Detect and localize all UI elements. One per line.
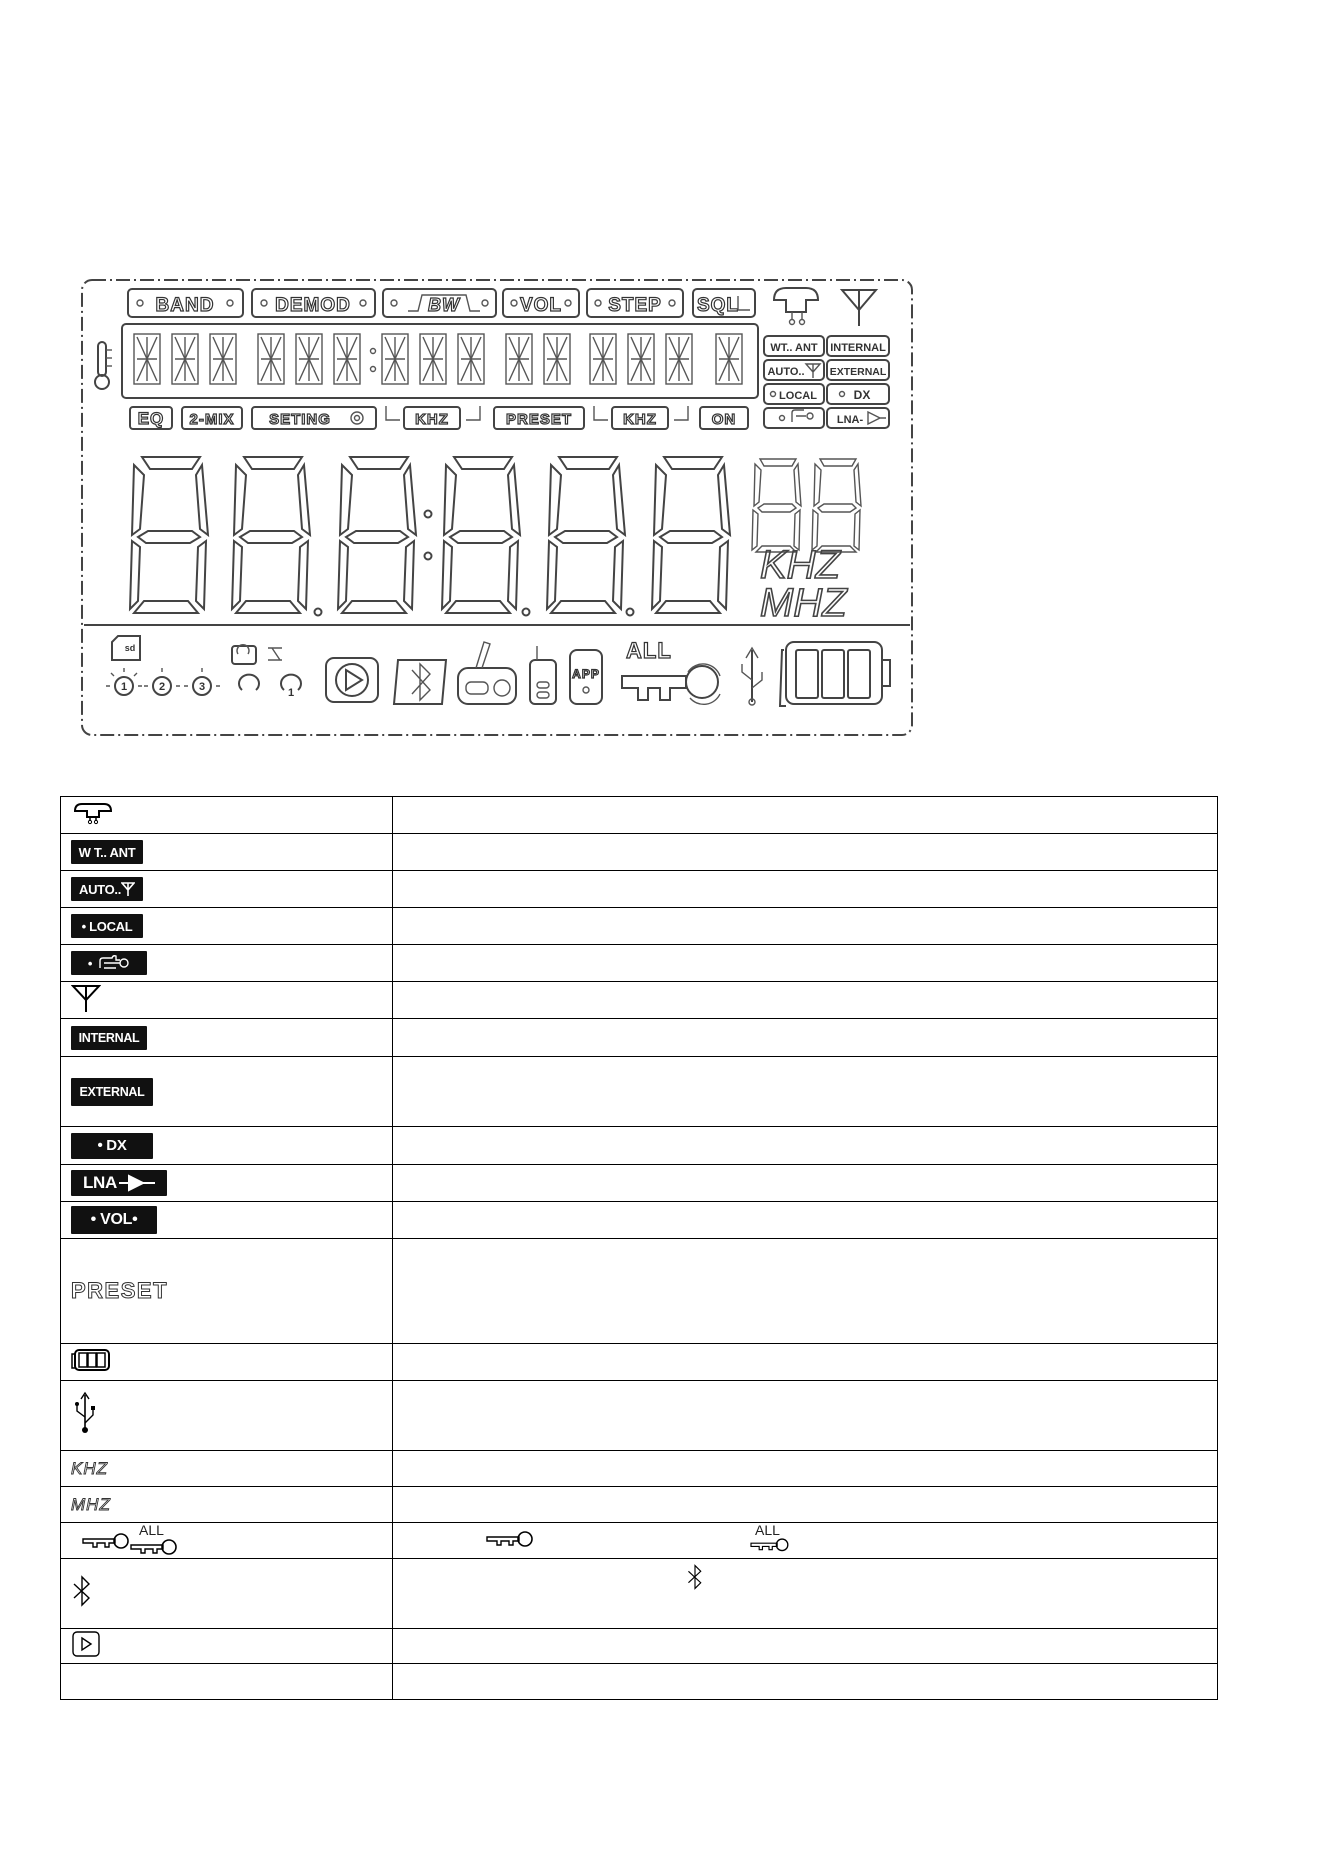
table-row <box>61 834 1218 871</box>
hand-pointer-icon <box>98 954 130 972</box>
svg-text:3: 3 <box>198 681 206 693</box>
lcd-gear-icon <box>351 412 363 424</box>
lcd-preset-label: PRESET <box>505 411 573 428</box>
description-cell <box>393 1019 1218 1057</box>
lcd-mhz-unit: MHZ <box>760 581 847 625</box>
lcd-repeat-icons <box>232 645 301 699</box>
svg-text:1: 1 <box>120 681 128 693</box>
table-row <box>61 945 1218 982</box>
description-cell <box>393 1523 1218 1559</box>
description-cell <box>393 1451 1218 1487</box>
lcd-external-label: EXTERNAL <box>829 366 887 378</box>
description-cell <box>393 871 1218 908</box>
table-row <box>61 1629 1218 1664</box>
table-row <box>61 871 1218 908</box>
lcd-bulb-icons <box>106 668 220 695</box>
table-row <box>61 1344 1218 1381</box>
lcd-on-label: ON <box>711 411 737 428</box>
lna-badge <box>71 1170 167 1196</box>
table-row <box>61 1202 1218 1239</box>
external-badge: EXTERNAL <box>71 1078 153 1106</box>
table-row <box>61 1165 1218 1202</box>
icon-cell <box>61 1523 393 1559</box>
description-cell <box>393 1239 1218 1344</box>
lcd-bottom-labels <box>130 406 748 429</box>
description-cell <box>393 1057 1218 1127</box>
lcd-bw-label: BW <box>428 295 460 315</box>
lcd-status-icons <box>106 636 890 706</box>
lcd-khz-small-label-1: KHZ <box>415 411 449 428</box>
table-row <box>61 1057 1218 1127</box>
icon-cell <box>61 1057 393 1127</box>
icon-cell <box>61 834 393 871</box>
all-label: ALL <box>755 1522 780 1538</box>
lcd-khz-unit: KHZ <box>760 543 840 587</box>
icon-cell <box>61 908 393 945</box>
table-row <box>61 1019 1218 1057</box>
auto-antenna-badge <box>71 877 143 901</box>
table-row <box>61 1559 1218 1629</box>
amplifier-icon <box>119 1174 155 1192</box>
description-cell <box>393 1559 1218 1629</box>
lcd-bluetooth-icon <box>394 660 446 704</box>
lcd-battery-icon <box>780 642 890 706</box>
icon-cell <box>61 871 393 908</box>
table-row <box>61 1451 1218 1487</box>
bluetooth-icon <box>686 1563 704 1591</box>
lna-label: LNA <box>82 1173 118 1192</box>
lcd-wt-ant-label: WT.. ANT <box>770 342 818 354</box>
description-cell <box>393 982 1218 1019</box>
preset-label: PRESET <box>71 1278 169 1303</box>
internal-badge: INTERNAL <box>71 1026 147 1050</box>
key-icon <box>81 1529 129 1551</box>
play-icon <box>71 1630 101 1658</box>
mhz-label: MHZ <box>71 1494 111 1514</box>
table-row <box>61 1523 1218 1559</box>
lcd-lna-label: LNA- <box>836 414 864 426</box>
description-cell <box>393 945 1218 982</box>
table-row <box>61 797 1218 834</box>
lcd-app-icon <box>570 650 602 704</box>
dx-badge: • DX <box>71 1133 153 1159</box>
lcd-step-label: STEP <box>608 295 662 316</box>
icon-cell <box>61 1664 393 1700</box>
svg-text:APP: APP <box>572 667 600 681</box>
icon-legend-table <box>60 796 1218 1700</box>
table-row <box>61 908 1218 945</box>
headphone-jack-icon <box>71 801 115 825</box>
lcd-vol-label: VOL <box>519 295 563 316</box>
auto-label: AUTO.. <box>78 881 122 897</box>
icon-cell <box>61 1451 393 1487</box>
lcd-radio-icon <box>458 642 516 704</box>
lcd-seting-label: SETING <box>269 411 331 428</box>
lcd-sd-card-icon <box>112 636 140 660</box>
icon-cell <box>61 1019 393 1057</box>
lcd-antenna-icon <box>842 290 876 326</box>
key-all-icon <box>749 1522 789 1555</box>
lcd-thermometer-icon <box>95 342 112 389</box>
lcd-headphone-jack-icon <box>774 288 818 325</box>
local-badge: • LOCAL <box>71 914 143 938</box>
hand-key-badge <box>71 951 147 975</box>
description-cell <box>393 1664 1218 1700</box>
description-cell <box>393 1381 1218 1451</box>
lcd-alphanumeric-segments <box>134 334 742 384</box>
description-cell <box>393 1344 1218 1381</box>
lcd-auto-label: AUTO.. <box>767 366 805 378</box>
icon-cell <box>61 1629 393 1664</box>
battery-icon <box>71 1348 115 1372</box>
lcd-frequency-digits <box>130 457 861 625</box>
lcd-dx-label: DX <box>853 388 871 402</box>
usb-icon <box>71 1391 99 1435</box>
key-lock-icon <box>71 1522 177 1555</box>
lcd-sql-label: SQL <box>696 295 740 316</box>
description-cell <box>393 1487 1218 1523</box>
icon-cell <box>61 797 393 834</box>
lcd-local-label: LOCAL <box>779 390 817 402</box>
table-row <box>61 1487 1218 1523</box>
description-cell <box>393 1629 1218 1664</box>
table-row <box>61 982 1218 1019</box>
antenna-icon <box>121 881 135 897</box>
bluetooth-icon <box>71 1574 93 1608</box>
lcd-usb-icon <box>742 648 762 705</box>
icon-cell <box>61 1559 393 1629</box>
table-row <box>61 1127 1218 1165</box>
table-row <box>61 1664 1218 1700</box>
lcd-2mix-label: 2-MIX <box>189 411 235 428</box>
icon-cell <box>61 982 393 1019</box>
table-row <box>61 1381 1218 1451</box>
lcd-display-diagram <box>0 0 1324 760</box>
icon-cell <box>61 1202 393 1239</box>
table-row <box>61 1239 1218 1344</box>
key-all-icon <box>129 1535 177 1557</box>
svg-text:ALL: ALL <box>626 638 672 663</box>
icon-cell <box>61 1165 393 1202</box>
badge-dot: • <box>87 955 93 971</box>
lcd-eq-label: EQ <box>137 409 165 428</box>
wt-ant-badge: W T.. ANT <box>71 840 143 864</box>
lcd-right-badges <box>764 336 889 428</box>
icon-cell <box>61 1127 393 1165</box>
all-label: ALL <box>139 1522 164 1538</box>
description-cell <box>393 908 1218 945</box>
lcd-walkie-talkie-icon <box>530 646 556 704</box>
antenna-icon <box>71 983 101 1013</box>
svg-text:sd: sd <box>124 643 136 653</box>
lcd-key-lock-icon <box>622 638 720 704</box>
vol-badge: • VOL• <box>71 1206 157 1234</box>
icon-cell <box>61 1381 393 1451</box>
lcd-internal-label: INTERNAL <box>830 342 886 354</box>
lcd-play-icon <box>326 658 378 702</box>
svg-text:2: 2 <box>158 681 166 693</box>
icon-cell <box>61 1239 393 1344</box>
key-icon <box>485 1525 533 1549</box>
description-cell <box>393 1202 1218 1239</box>
khz-label: KHZ <box>71 1458 108 1478</box>
description-cell <box>393 834 1218 871</box>
icon-cell <box>61 1487 393 1523</box>
description-cell <box>393 1127 1218 1165</box>
lcd-band-label: BAND <box>155 295 215 316</box>
svg-text:1: 1 <box>287 687 295 699</box>
description-cell <box>393 1165 1218 1202</box>
description-cell <box>393 797 1218 834</box>
lcd-demod-label: DEMOD <box>275 295 351 316</box>
icon-cell <box>61 945 393 982</box>
key-icon <box>749 1535 789 1553</box>
icon-cell <box>61 1344 393 1381</box>
lcd-top-labels <box>128 289 755 317</box>
lcd-khz-small-label-2: KHZ <box>623 411 657 428</box>
